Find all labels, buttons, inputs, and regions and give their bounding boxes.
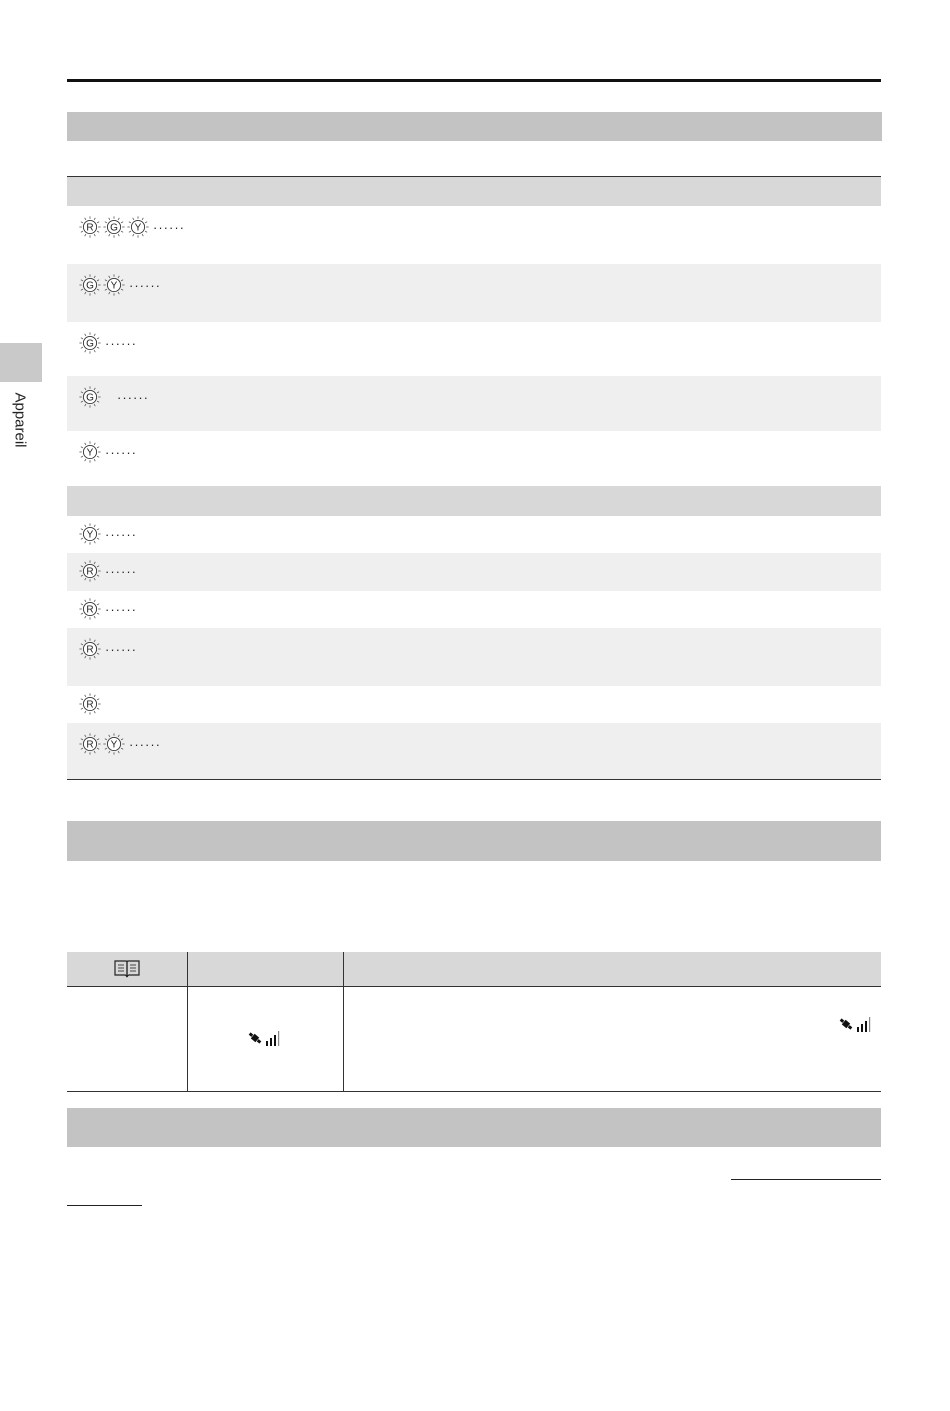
svg-text:R: R — [86, 222, 94, 234]
svg-text:R: R — [86, 644, 94, 656]
led-y-icon — [103, 274, 125, 296]
table-row — [67, 686, 881, 723]
table-row — [67, 206, 881, 264]
svg-text:R: R — [86, 699, 94, 711]
section-header-bar-3 — [67, 1108, 881, 1147]
dotted-leader: ······ — [105, 601, 137, 617]
table-group-header — [67, 177, 881, 206]
led-sequence — [79, 598, 137, 620]
table2-header-border — [67, 986, 881, 987]
svg-text:Y: Y — [110, 280, 118, 292]
dotted-leader: ······ — [129, 277, 161, 293]
header-rule — [67, 79, 881, 82]
link-underline-continued[interactable] — [67, 1205, 142, 1206]
svg-text:Y: Y — [86, 529, 94, 541]
dotted-leader: ······ — [105, 526, 137, 542]
table2-col-divider-2 — [343, 952, 344, 1092]
led-r-icon — [79, 560, 101, 582]
led-y-icon — [79, 523, 101, 545]
svg-text:G: G — [86, 392, 94, 404]
led-g-icon — [79, 274, 101, 296]
led-y-icon — [103, 733, 125, 755]
dotted-leader: ······ — [105, 563, 137, 579]
led-sequence — [79, 216, 185, 238]
table2-header-row — [67, 952, 881, 986]
svg-text:Y: Y — [134, 222, 142, 234]
led-r-icon — [79, 638, 101, 660]
dotted-leader: ······ — [105, 444, 137, 460]
led-r-icon — [79, 693, 101, 715]
led-r-icon — [79, 733, 101, 755]
satellite-signal-icon-inline — [839, 1015, 875, 1035]
table-bottom-border — [67, 779, 881, 780]
led-g-icon — [103, 216, 125, 238]
led-sequence — [79, 560, 137, 582]
dotted-leader: ······ — [105, 335, 137, 351]
svg-text:G: G — [86, 338, 94, 350]
svg-text:R: R — [86, 604, 94, 616]
led-r-icon — [79, 216, 101, 238]
svg-text:G: G — [110, 222, 118, 234]
dotted-leader: ······ — [117, 389, 149, 405]
led-sequence — [79, 733, 161, 755]
side-tab-marker — [0, 343, 42, 382]
led-sequence — [79, 332, 137, 354]
table2-col-divider-1 — [187, 952, 188, 1092]
led-y-icon — [127, 216, 149, 238]
table-row — [67, 591, 881, 628]
table-row — [67, 376, 881, 431]
table-row — [67, 431, 881, 486]
dotted-leader: ······ — [129, 736, 161, 752]
table-row — [67, 553, 881, 591]
table2-bottom-border — [67, 1091, 881, 1092]
svg-text:R: R — [86, 739, 94, 751]
led-sequence — [79, 441, 137, 463]
table-group-header — [67, 486, 881, 516]
led-g-icon — [79, 386, 101, 408]
led-sequence — [79, 274, 161, 296]
open-book-icon — [114, 959, 140, 979]
table-row — [67, 628, 881, 686]
led-y-icon — [79, 441, 101, 463]
table-row — [67, 264, 881, 322]
section-header-bar-2 — [67, 821, 881, 861]
table-row — [67, 723, 881, 780]
svg-text:G: G — [86, 280, 94, 292]
dotted-leader: ······ — [105, 641, 137, 657]
led-sequence — [79, 638, 137, 660]
svg-text:Y: Y — [86, 447, 94, 459]
svg-text:Y: Y — [110, 739, 118, 751]
led-sequence — [79, 386, 149, 408]
table-row — [67, 516, 881, 553]
table-row — [67, 322, 881, 376]
led-sequence — [79, 693, 101, 715]
svg-text:R: R — [86, 566, 94, 578]
dotted-leader: ······ — [153, 219, 185, 235]
led-g-icon — [79, 332, 101, 354]
satellite-signal-icon — [248, 1029, 284, 1049]
link-underline[interactable] — [731, 1179, 881, 1180]
led-r-icon — [79, 598, 101, 620]
section-header-bar — [67, 112, 882, 141]
led-sequence — [79, 523, 137, 545]
side-section-label: Appareil — [11, 392, 29, 448]
